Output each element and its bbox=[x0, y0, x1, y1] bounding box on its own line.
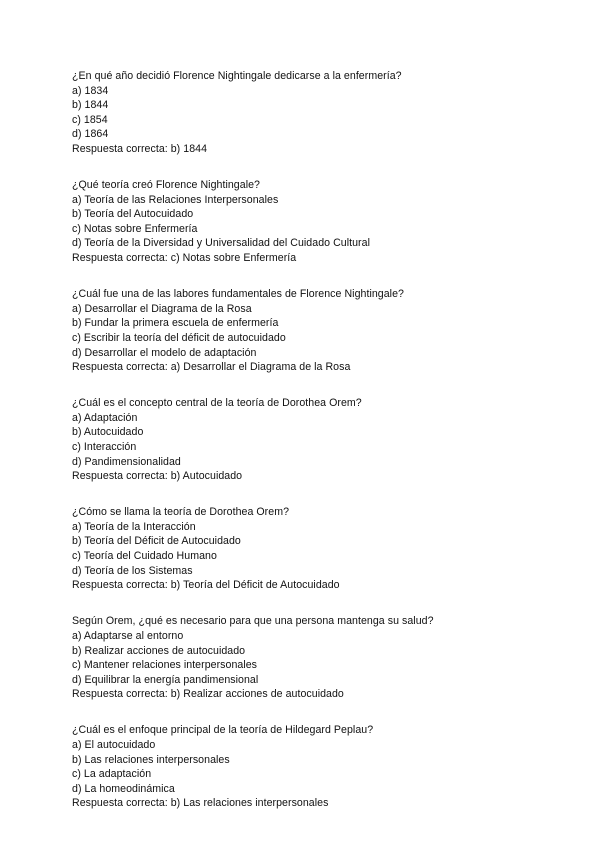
question-block bbox=[72, 505, 552, 593]
option-d: d) Teoría de la Diversidad y Universalidad del Cuidado Cultural bbox=[72, 237, 370, 250]
option-b: b) Teoría del Autocuidado bbox=[72, 208, 194, 221]
option-a: a) Teoría de las Relaciones Interpersonales bbox=[72, 193, 279, 206]
option-d: d) Teoría de los Sistemas bbox=[72, 564, 193, 577]
option-a: a) Adaptarse al entorno bbox=[72, 629, 184, 642]
question-block bbox=[72, 614, 552, 702]
question-text: ¿Cómo se llama la teoría de Dorothea Orem? bbox=[72, 506, 290, 519]
quiz-content bbox=[72, 69, 552, 832]
option-d: d) La homeodinámica bbox=[72, 782, 175, 795]
correct-answer: Respuesta correcta: c) Notas sobre Enfermería bbox=[72, 252, 297, 265]
correct-answer: Respuesta correcta: a) Desarrollar el Diagrama de la Rosa bbox=[72, 361, 351, 374]
option-c: c) Notas sobre Enfermería bbox=[72, 222, 198, 235]
option-c: c) Teoría del Cuidado Humano bbox=[72, 550, 217, 563]
option-d: d) 1864 bbox=[72, 128, 109, 141]
option-c: c) Interacción bbox=[72, 440, 137, 453]
correct-answer: Respuesta correcta: b) Realizar acciones de autocuidado bbox=[72, 688, 344, 701]
correct-answer: Respuesta correcta: b) Las relaciones interpersonales bbox=[72, 797, 329, 810]
option-d: d) Desarrollar el modelo de adaptación bbox=[72, 346, 257, 359]
question-text: Según Orem, ¿qué es necesario para que una persona mantenga su salud? bbox=[72, 615, 434, 628]
option-b: b) Realizar acciones de autocuidado bbox=[72, 644, 246, 657]
option-a: a) El autocuidado bbox=[72, 738, 156, 751]
question-block bbox=[72, 396, 552, 484]
option-a: a) Adaptación bbox=[72, 411, 138, 424]
question-text: ¿Cuál es el concepto central de la teoría de Dorothea Orem? bbox=[72, 397, 362, 410]
option-b: b) Teoría del Déficit de Autocuidado bbox=[72, 535, 241, 548]
correct-answer: Respuesta correcta: b) Teoría del Déficit de Autocuidado bbox=[72, 579, 340, 592]
option-b: b) Fundar la primera escuela de enfermería bbox=[72, 317, 279, 330]
question-text: ¿En qué año decidió Florence Nightingale dedicarse a la enfermería? bbox=[72, 70, 402, 82]
option-b: b) Autocuidado bbox=[72, 426, 144, 439]
option-d: d) Pandimensionalidad bbox=[72, 455, 181, 468]
question-block bbox=[72, 69, 552, 157]
option-d: d) Equilibrar la energía pandimensional bbox=[72, 673, 259, 686]
question-block bbox=[72, 723, 552, 811]
question-text: ¿Cuál es el enfoque principal de la teoría de Hildegard Peplau? bbox=[72, 724, 374, 737]
correct-answer: Respuesta correcta: b) Autocuidado bbox=[72, 470, 243, 483]
option-c: c) Escribir la teoría del déficit de autocuidado bbox=[72, 331, 286, 344]
option-b: b) Las relaciones interpersonales bbox=[72, 753, 230, 766]
option-c: c) La adaptación bbox=[72, 768, 152, 781]
question-block bbox=[72, 178, 552, 266]
option-c: c) Mantener relaciones interpersonales bbox=[72, 659, 258, 672]
question-block bbox=[72, 287, 552, 375]
option-c: c) 1854 bbox=[72, 113, 108, 126]
question-text: ¿Qué teoría creó Florence Nightingale? bbox=[72, 179, 260, 192]
option-a: a) 1834 bbox=[72, 84, 109, 97]
option-a: a) Teoría de la Interacción bbox=[72, 520, 196, 533]
correct-answer: Respuesta correcta: b) 1844 bbox=[72, 142, 208, 155]
option-a: a) Desarrollar el Diagrama de la Rosa bbox=[72, 302, 252, 315]
option-b: b) 1844 bbox=[72, 99, 109, 112]
question-text: ¿Cuál fue una de las labores fundamentales de Florence Nightingale? bbox=[72, 288, 404, 301]
